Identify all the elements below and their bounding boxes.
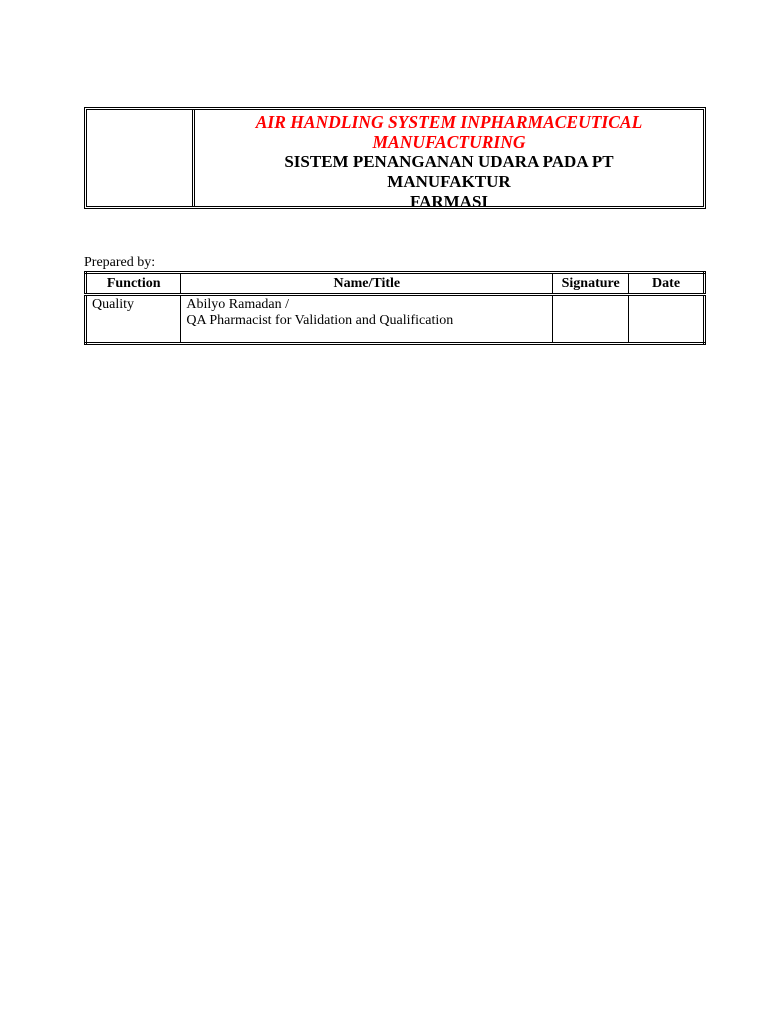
cell-name-line-1: Abilyo Ramadan / — [186, 297, 290, 312]
table-header-row — [86, 273, 705, 295]
column-header-name-title: Name/Title — [181, 273, 553, 295]
title-english: AIR HANDLING SYSTEM INPHARMACEUTICAL MANUFACTURING — [255, 112, 643, 152]
document-title — [195, 110, 703, 211]
cell-date — [629, 295, 705, 344]
column-header-signature: Signature — [553, 273, 629, 295]
document-header — [84, 107, 706, 209]
prepared-by-table — [84, 271, 706, 345]
column-header-date: Date — [629, 273, 705, 295]
cell-function: Quality — [86, 295, 181, 344]
title-indonesian-line-2: MANUFAKTUR — [387, 172, 511, 191]
logo-cell — [87, 110, 195, 206]
title-indonesian-line-3: FARMASI — [409, 192, 489, 211]
table-row — [86, 295, 705, 344]
cell-name-line-2: QA Pharmacist for Validation and Qualification — [186, 313, 454, 328]
title-indonesian-line-1: SISTEM PENANGANAN UDARA PADA PT — [284, 152, 614, 171]
prepared-by-label: Prepared by: — [84, 255, 156, 270]
column-header-function: Function — [86, 273, 181, 295]
cell-signature — [553, 295, 629, 344]
cell-name-title — [181, 295, 553, 344]
